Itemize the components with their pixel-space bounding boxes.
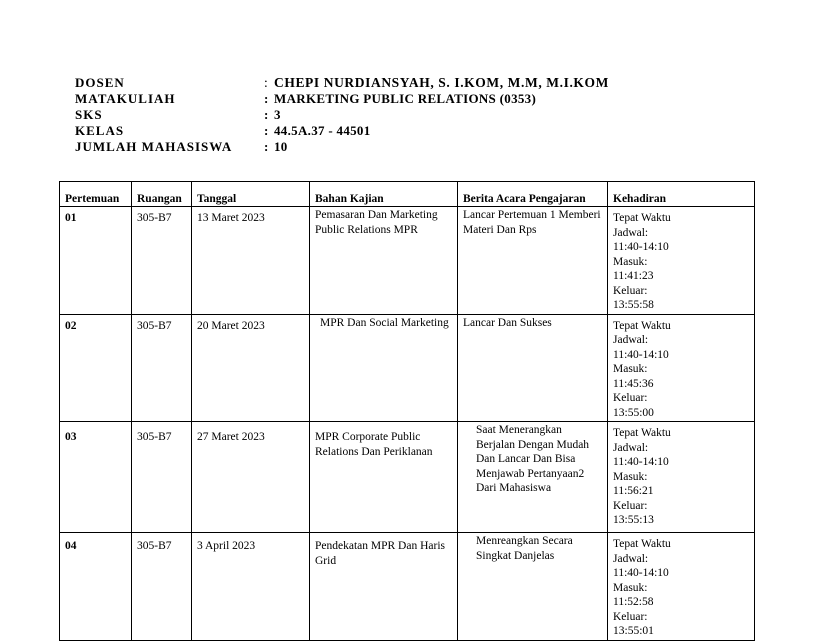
keluar-value: 13:55:13 <box>613 514 654 526</box>
keluar-value: 13:55:01 <box>613 625 654 637</box>
jumlah-value: 10 <box>274 139 288 154</box>
berita-cell: Saat Menerangkan Berjalan Dengan Mudah Dan Lancar Dan Bisa Menjawab Pertanyaan2 Dari Mahasiswa <box>458 422 608 533</box>
jadwal-value: 11:40-14:10 <box>613 567 669 579</box>
jadwal-value: 11:40-14:10 <box>613 241 669 253</box>
masuk-label: Masuk: <box>613 363 648 375</box>
dosen-label: DOSEN <box>75 75 125 90</box>
sks-row <box>75 107 609 123</box>
ruangan-cell: 305-B7 <box>132 314 192 422</box>
dosen-row <box>75 75 609 91</box>
kehadiran-cell <box>608 314 755 422</box>
masuk-label: Masuk: <box>613 255 648 268</box>
kehadiran-cell <box>608 207 755 315</box>
dosen-value: CHEPI NURDIANSYAH, S. I.KOM, M.M, M.I.KOM <box>274 75 609 90</box>
berita-cell: Lancar Dan Sukses <box>458 314 608 422</box>
status-text: Tepat Waktu <box>613 538 671 550</box>
masuk-value: 11:41:23 <box>613 270 654 282</box>
pertemuan-cell: 02 <box>60 314 132 422</box>
separator: : <box>264 91 269 106</box>
ruangan-cell: 305-B7 <box>132 533 192 641</box>
jadwal-label: Jadwal: <box>613 334 649 346</box>
ruangan-cell: 305-B7 <box>132 207 192 315</box>
matakuliah-row <box>75 91 609 107</box>
table-row <box>60 422 755 533</box>
bahan-cell: Pendekatan MPR Dan Haris Grid <box>310 533 458 641</box>
table-row <box>60 207 755 315</box>
col-header-ruangan: Ruangan <box>132 182 192 207</box>
col-header-pertemuan: Pertemuan <box>60 182 132 207</box>
col-header-berita-acara: Berita Acara Pengajaran <box>458 182 608 207</box>
keluar-label: Keluar: <box>613 284 648 297</box>
separator: : <box>264 75 269 90</box>
sks-value: 3 <box>274 107 281 122</box>
keluar-label: Keluar: <box>613 392 648 404</box>
kehadiran-cell <box>608 422 755 533</box>
col-header-tanggal: Tanggal <box>192 182 310 207</box>
bahan-cell: MPR Corporate Public Relations Dan Periklanan <box>310 422 458 533</box>
kehadiran-cell <box>608 533 755 641</box>
separator: : <box>264 107 269 122</box>
ruangan-cell: 305-B7 <box>132 422 192 533</box>
jadwal-value: 11:40-14:10 <box>613 348 669 361</box>
berita-cell: Menreangkan Secara Singkat Danjelas <box>458 533 608 641</box>
jumlah-label: JUMLAH MAHASISWA <box>75 139 233 154</box>
tanggal-cell: 3 April 2023 <box>192 533 310 641</box>
keluar-value: 13:55:00 <box>613 406 654 419</box>
jadwal-label: Jadwal: <box>613 441 649 454</box>
status-text: Tepat Waktu <box>613 212 671 224</box>
pertemuan-cell: 01 <box>60 207 132 315</box>
masuk-value: 11:45:36 <box>613 377 654 390</box>
jadwal-label: Jadwal: <box>613 226 649 239</box>
kelas-label: KELAS <box>75 123 125 138</box>
course-info-header <box>75 75 609 155</box>
table-header-row <box>60 182 755 207</box>
table-row <box>60 533 755 641</box>
pertemuan-cell: 03 <box>60 422 132 533</box>
berita-cell: Lancar Pertemuan 1 Memberi Materi Dan Rps <box>458 207 608 315</box>
jadwal-label: Jadwal: <box>613 552 649 565</box>
keluar-value: 13:55:58 <box>613 299 654 311</box>
masuk-value: 11:52:58 <box>613 596 654 608</box>
jumlah-row <box>75 139 609 155</box>
table-row <box>60 314 755 422</box>
col-header-bahan-kajian: Bahan Kajian <box>310 182 458 207</box>
matakuliah-value: MARKETING PUBLIC RELATIONS (0353) <box>274 91 537 106</box>
kelas-value: 44.5A.37 - 44501 <box>274 123 371 138</box>
kelas-row <box>75 123 609 139</box>
masuk-value: 11:56:21 <box>613 485 654 497</box>
keluar-label: Keluar: <box>613 610 648 623</box>
masuk-label: Masuk: <box>613 581 648 594</box>
status-text: Tepat Waktu <box>613 319 671 332</box>
separator: : <box>264 123 269 138</box>
matakuliah-label: MATAKULIAH <box>75 91 176 106</box>
separator: : <box>264 139 269 154</box>
status-text: Tepat Waktu <box>613 427 671 439</box>
masuk-label: Masuk: <box>613 470 648 483</box>
tanggal-cell: 20 Maret 2023 <box>192 314 310 422</box>
jadwal-value: 11:40-14:10 <box>613 456 669 468</box>
bahan-cell: MPR Dan Social Marketing <box>310 314 458 422</box>
attendance-table <box>59 181 755 641</box>
col-header-kehadiran: Kehadiran <box>608 182 755 207</box>
pertemuan-cell: 04 <box>60 533 132 641</box>
tanggal-cell: 27 Maret 2023 <box>192 422 310 533</box>
sks-label: SKS <box>75 107 103 122</box>
bahan-cell: Pemasaran Dan Marketing Public Relations MPR <box>310 207 458 315</box>
keluar-label: Keluar: <box>613 499 648 512</box>
tanggal-cell: 13 Maret 2023 <box>192 207 310 315</box>
